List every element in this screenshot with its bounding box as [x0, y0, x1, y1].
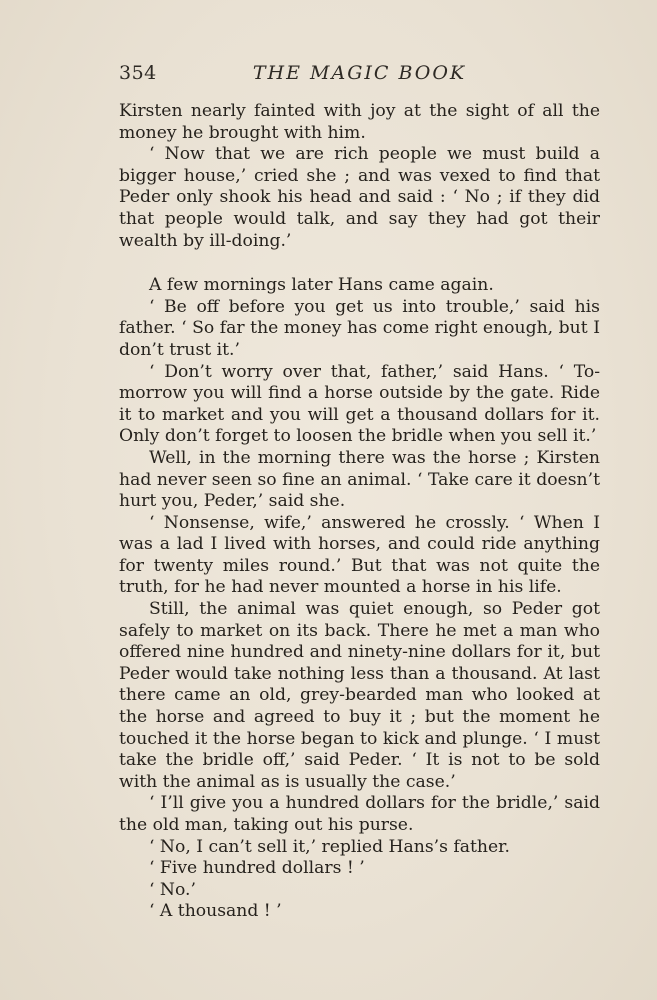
paragraph: ‘ A thousand ! ’: [149, 901, 282, 922]
paragraph: ‘ No.’: [149, 879, 196, 900]
paragraph: ‘ Five hundred dollars ! ’: [149, 858, 365, 879]
page-header: [119, 62, 600, 92]
paragraph: ‘ Now that we are rich people we must build a bigger house,’ cried she ; and was vexed to find that Peder only shook his head and said : ‘ No ; if they did that people would talk, and say they had got their wealth by ill-doing.’: [119, 144, 600, 251]
paragraph: ‘ Nonsense, wife,’ answered he crossly. ‘ When I was a lad I lived with horses, and could ride anything for twenty miles round.’ But that was not quite the truth, for he had never mounted a horse in his life.: [119, 512, 600, 598]
paragraph: Kirsten nearly fainted with joy at the sight of all the money he brought with him.: [119, 101, 600, 143]
paragraph: ‘ Don’t worry over that, father,’ said Hans. ‘ To-morrow you will find a horse outside by the gate. Ride it to market and you will get a thousand dollars for it. Only don’t forget to loosen the bridle when you sell it.’: [119, 361, 600, 447]
body-text: [119, 101, 600, 923]
paragraph: Well, in the morning there was the horse ; Kirsten had never seen so fine an animal. ‘ Take care it doesn’t hurt you, Peder,’ said she.: [119, 447, 600, 512]
paragraph: ‘ No, I can’t sell it,’ replied Hans’s father.: [149, 836, 510, 857]
paragraph: ‘ I’ll give you a hundred dollars for the bridle,’ said the old man, taking out his purse.: [119, 793, 600, 835]
paragraph: ‘ Be off before you get us into trouble,’ said his father. ‘ So far the money has come right enough, but I don’t trust it.’: [119, 296, 600, 360]
page-number: 354: [119, 62, 157, 84]
running-title: THE MAGIC BOOK: [252, 62, 467, 84]
paragraph: Still, the animal was quiet enough, so Peder got safely to market on its back. There he met a man who offered nine hundred and ninety-nine dollars for it, but Peder would take nothing less than a thousand. At last there came an old, grey-bearded man who looked at the horse and agreed to buy it ; but the moment he touched it the horse began to kick and plunge. ‘ I must take the bridle off,’ said Peder. ‘ It is not to be sold with the animal as is usually the case.’: [119, 599, 600, 792]
paragraph: A few mornings later Hans came again.: [149, 275, 494, 296]
